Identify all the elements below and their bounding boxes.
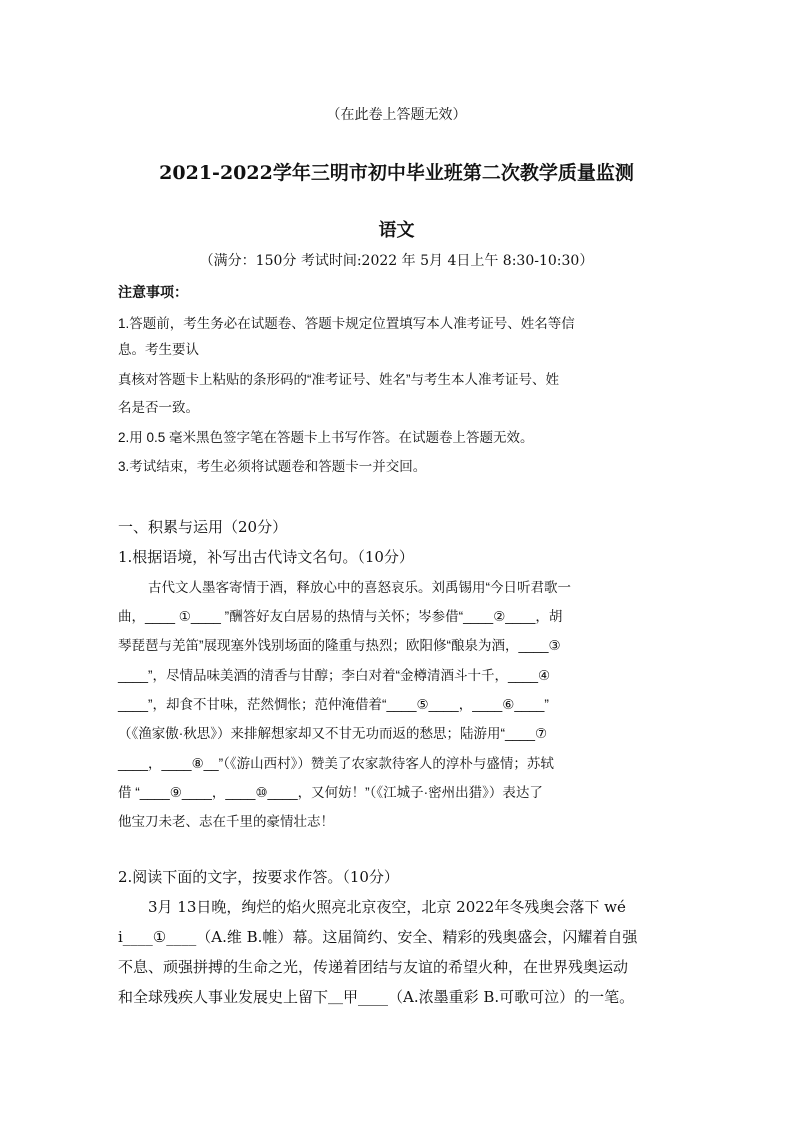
instruction-line: 名是否一致。 bbox=[118, 400, 199, 415]
question-2-prompt: 2.阅读下面的文字，按要求作答。（10分） bbox=[118, 868, 399, 886]
question-2-text-line: 不息、顽强拼搏的生命之光，传递着团结与友谊的希望火种，在世界残奥运动 bbox=[118, 958, 629, 976]
instruction-line: 真核对答题卡上粘贴的条形码的“准考证号、姓名”与考生本人准考证号、姓 bbox=[118, 372, 559, 387]
question-1-prompt: 1.根据语境，补写出古代诗文名句。（10分） bbox=[118, 548, 414, 566]
question-1-text-line: ____”，尽情品味美酒的清香与甘醇；李白对着“金樽清酒斗十千，____④ bbox=[118, 668, 551, 683]
question-1-text-line: 琴琵琶与羌笛”展现塞外饯别场面的隆重与热烈；欧阳修“酿泉为酒，____③ bbox=[118, 638, 561, 653]
exam-title: 2021-2022学年三明市初中毕业班第二次教学质量监测 bbox=[159, 162, 634, 184]
question-2-text-line: 3月 13日晚，绚烂的焰火照亮北京夜空，北京 2022年冬残奥会落下 wé bbox=[148, 898, 626, 916]
instructions-heading: 注意事项： bbox=[118, 285, 188, 301]
subject-title: 语文 bbox=[378, 220, 415, 241]
instruction-line: 1.答题前，考生务必在试题卷、答题卡规定位置填写本人准考证号、姓名等信 bbox=[118, 316, 575, 331]
instruction-line: 息。考生要认 bbox=[118, 342, 199, 357]
answer-invalid-notice: （在此卷上答题无效） bbox=[326, 107, 467, 123]
section-heading: 一、积累与运用（20分） bbox=[118, 518, 288, 536]
question-2-text-line: 和全球残疾人事业发展史上留下＿甲____（A.浓墨重彩 B.可歌可泣）的一笔。 bbox=[118, 988, 635, 1006]
instruction-line: 2.用 0.5 毫米黑色签字笔在答题卡上书写作答。在试题卷上答题无效。 bbox=[118, 430, 534, 445]
exam-meta: （满分：150分 考试时间:2022 年 5月 4日上午 8:30-10:30） bbox=[199, 253, 594, 269]
question-1-text-line: 借 “____⑨____，____⑩____，又何妨！”（《江城子·密州出猎》）表达了 bbox=[118, 785, 543, 800]
question-1-text-line: （《渔家傲·秋思》）来排解想家却又不甘无功而返的愁思；陆游用“____⑦ bbox=[118, 726, 548, 741]
question-1-text-line: 曲，____ ①____ ”酬答好友白居易的热情与关怀；岑参借“____②____，胡 bbox=[118, 609, 563, 624]
question-1-text-line: ____”，却食不甘味，茫然惆怅；范仲淹借着“____⑤____，____⑥____” bbox=[118, 697, 549, 712]
question-1-text-line: ____，____⑧__”（《游山西村》）赞美了农家款待客人的淳朴与盛情；苏轼 bbox=[118, 756, 554, 771]
question-1-text-line: 古代文人墨客寄情于酒，释放心中的喜怒哀乐。刘禹锡用“今日听君歌一 bbox=[148, 580, 571, 595]
question-2-text-line: i____①____（A.维 B.帷）幕。这届简约、安全、精彩的残奥盛会，闪耀着自强 bbox=[118, 928, 638, 946]
question-1-text-line: 他宝刀未老、志在千里的豪情壮志！ bbox=[118, 814, 334, 829]
instruction-line: 3.考试结束，考生必须将试题卷和答题卡一并交回。 bbox=[118, 459, 427, 474]
